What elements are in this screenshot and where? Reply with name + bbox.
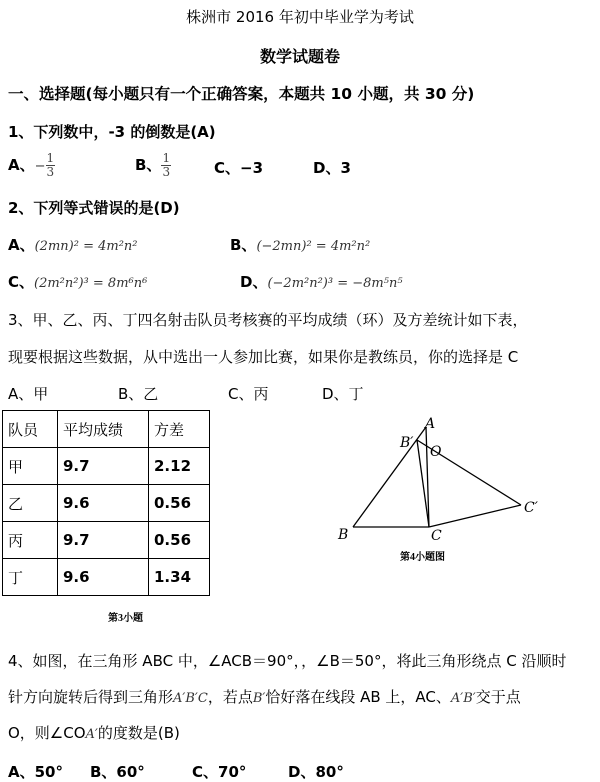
- table-cell: 9.7: [58, 448, 149, 485]
- q1-option-c: [214, 157, 263, 178]
- section-heading: 一、选择题(每小题只有一个正确答案，本题共 10 小题，共 30 分): [8, 85, 475, 103]
- q4-option-b: B、60°: [90, 763, 145, 781]
- table-header: 方差: [149, 411, 210, 448]
- q1-d-value: 3: [340, 159, 351, 177]
- q1-b-label: B、: [135, 156, 162, 174]
- q2-a-expr: (2mn)² = 4m²n²: [34, 239, 138, 254]
- q4-line3-part-a: O，则∠CO: [8, 724, 86, 742]
- table-row: [3, 522, 210, 559]
- q1-a-label: A、: [8, 156, 35, 174]
- table-row: [3, 559, 210, 596]
- paper-subtitle: 数学试题卷: [259, 47, 340, 66]
- q1-option-a: [8, 152, 55, 179]
- q1-a-sign: −: [34, 159, 46, 174]
- q2-option-a: [8, 234, 138, 255]
- q1-b-denominator: 3: [162, 165, 171, 179]
- q4-option-c: C、70°: [192, 763, 247, 781]
- table-cell: 1.34: [149, 559, 210, 596]
- table-row: [3, 448, 210, 485]
- q3-option-b: B、乙: [118, 385, 159, 403]
- q4-line3-part-b: 的度数是(B): [97, 724, 180, 742]
- label-c: C: [431, 528, 442, 544]
- q3-table-caption: 第3小题: [108, 613, 143, 624]
- q1-option-d: [313, 157, 351, 178]
- q4-option-a: A、50°: [8, 763, 63, 781]
- label-b: B: [338, 527, 349, 543]
- q4-triangle-figure: [330, 410, 550, 570]
- table-row: [3, 485, 210, 522]
- table-cell: 0.56: [149, 485, 210, 522]
- table-cell: 丙: [3, 522, 58, 559]
- table-cell: 乙: [3, 485, 58, 522]
- table-cell: 9.7: [58, 522, 149, 559]
- q4-stem-line3: [8, 722, 180, 743]
- q4-stem-line1: 4、如图，在三角形 ABC 中，∠ACB＝90°，，∠B＝50°，将此三角形绕点 C 沿顺时: [8, 652, 567, 670]
- q4-line3-point: A′: [85, 727, 98, 742]
- q2-c-expr: (2m²n²)³ = 8m⁶n⁶: [34, 276, 148, 291]
- q2-option-c: [8, 271, 147, 292]
- q3-option-a: A、甲: [8, 385, 49, 403]
- table-cell: 甲: [3, 448, 58, 485]
- q4-line2-point: B′: [252, 691, 266, 706]
- q4-line2-part-d: 交于点: [475, 688, 521, 706]
- q1-stem: 1、下列数中，-3 的倒数是(A): [8, 123, 216, 141]
- q1-a-numerator: 1: [46, 151, 55, 165]
- q1-a-fraction: [46, 152, 56, 179]
- q2-b-label: B、: [230, 236, 257, 254]
- q1-c-label: C、: [214, 159, 241, 177]
- table-cell: 丁: [3, 559, 58, 596]
- q2-d-label: D、: [240, 273, 268, 291]
- figure-lines: [353, 427, 521, 527]
- label-b-prime: B′: [400, 435, 414, 451]
- q1-b-numerator: 1: [162, 151, 171, 165]
- q1-a-denominator: 3: [46, 165, 55, 179]
- table-header: 队员: [3, 411, 58, 448]
- q4-line2-part-a: 针方向旋转后得到三角形: [8, 688, 174, 706]
- q1-option-b: [135, 152, 171, 179]
- exam-title: 株洲市 2016 年初中毕业学为考试: [186, 8, 414, 26]
- q4-option-d: D、80°: [288, 763, 344, 781]
- table-cell: 0.56: [149, 522, 210, 559]
- q3-score-table: [2, 410, 210, 596]
- q2-b-expr: (−2mn)² = 4m²n²: [256, 239, 371, 254]
- table-cell: 2.12: [149, 448, 210, 485]
- table-header-row: [3, 411, 210, 448]
- label-o: O: [430, 444, 442, 460]
- q2-a-label: A、: [8, 236, 35, 254]
- segment-ba: [353, 427, 426, 527]
- q1-c-value: −3: [240, 159, 264, 177]
- q4-stem-line2: [8, 686, 521, 707]
- q4-line2-part-c: 恰好落在线段 AB 上，AC、: [265, 688, 451, 706]
- q3-option-c: C、丙: [228, 385, 269, 403]
- q1-b-fraction: [161, 152, 171, 179]
- q1-d-label: D、: [313, 159, 341, 177]
- q4-figure-caption: 第4小题图: [400, 552, 445, 563]
- table-cell: 9.6: [58, 559, 149, 596]
- q4-line2-segment: A′B′: [450, 691, 476, 706]
- label-c-prime: C′: [524, 500, 538, 516]
- label-a: A: [425, 416, 436, 432]
- q4-line2-part-b: ，若点: [207, 688, 253, 706]
- q2-d-expr: (−2m²n²)³ = −8m⁵n⁵: [267, 276, 403, 291]
- q2-c-label: C、: [8, 273, 35, 291]
- q3-stem-line1: 3、甲、乙、丙、丁四名射击队员考核赛的平均成绩（环）及方差统计如下表，: [8, 311, 528, 329]
- table-cell: 9.6: [58, 485, 149, 522]
- q3-stem-line2: 现要根据这些数据，从中选出一人参加比赛，如果你是教练员，你的选择是 C: [8, 348, 519, 366]
- q2-option-d: [240, 271, 403, 292]
- table-header: 平均成绩: [58, 411, 149, 448]
- q2-stem: 2、下列等式错误的是(D): [8, 199, 180, 217]
- q2-option-b: [230, 234, 370, 255]
- q3-option-d: D、丁: [322, 385, 364, 403]
- segment-cc1: [429, 505, 521, 527]
- q4-line2-triangle: A′B′C: [173, 691, 208, 706]
